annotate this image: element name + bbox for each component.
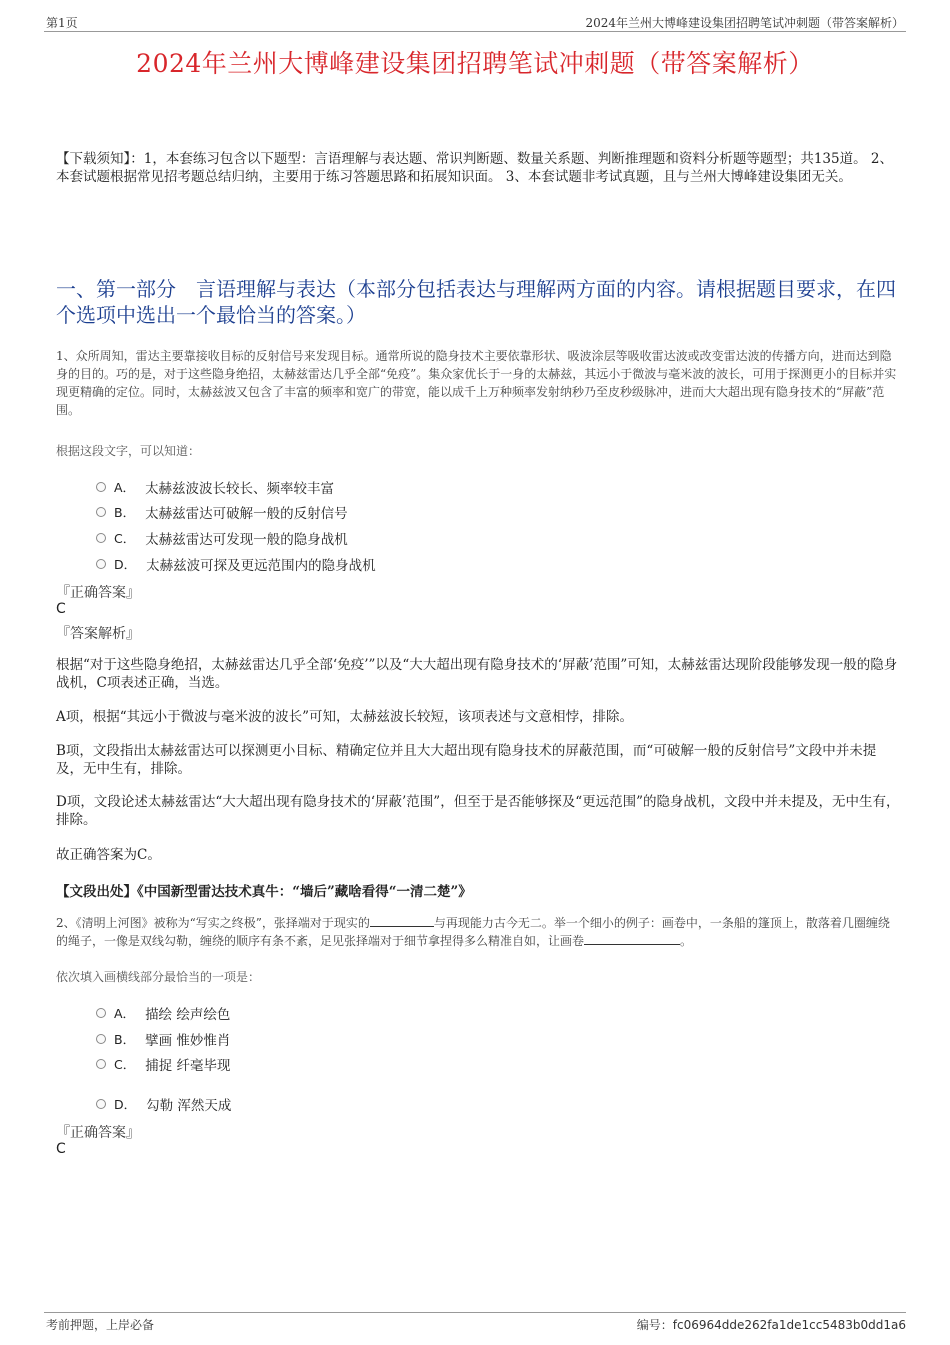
question-1-prompt: 根据这段文字，可以知道： bbox=[56, 444, 201, 458]
option-letter: A． bbox=[114, 1006, 136, 1021]
option-letter: D． bbox=[114, 557, 137, 572]
footer-code-value: fc06964dde262fa1de1cc5483b0dd1a6 bbox=[672, 1318, 906, 1332]
question-1-answer-label: 『正确答案』 bbox=[56, 585, 140, 601]
question-1-option-b[interactable] bbox=[96, 502, 348, 522]
fill-blank bbox=[370, 914, 434, 927]
question-1-option-a[interactable] bbox=[96, 477, 334, 497]
question-2-option-b[interactable] bbox=[96, 1029, 230, 1049]
analysis-paragraph: D项，文段论述太赫兹雷达“大大超出现有隐身技术的‘屏蔽’范围”，但至于是否能够探及“更远范围”的隐身战机，文段中并未提及，无中生有，排除。 bbox=[56, 794, 900, 828]
question-1-option-d[interactable] bbox=[96, 554, 376, 574]
question-1-option-c[interactable] bbox=[96, 528, 348, 548]
radio-icon[interactable] bbox=[96, 1034, 106, 1044]
radio-icon[interactable] bbox=[96, 559, 106, 569]
option-letter: D． bbox=[114, 1097, 137, 1112]
page-number: 第1页 bbox=[46, 16, 78, 30]
question-1-answer: C bbox=[56, 601, 66, 617]
question-2-answer: C bbox=[56, 1141, 66, 1157]
option-letter: C． bbox=[114, 1057, 136, 1072]
question-1-analysis-label: 『答案解析』 bbox=[56, 626, 140, 642]
download-notice: 【下载须知】：1，本套练习包含以下题型：言语理解与表达题、常识判断题、数量关系题、判断推理题和资料分析题等题型；共135道。 2、本套试题根据常见招考题总结归纳，主要用于练习答题思路和拓展知识面。 3、本套试题非考试真题，且与兰州大博峰建设集团无关。 bbox=[56, 151, 893, 185]
radio-icon[interactable] bbox=[96, 1099, 106, 1109]
footer-code-label: 编号： bbox=[636, 1318, 673, 1332]
radio-icon[interactable] bbox=[96, 1059, 106, 1069]
option-text: 捕捉 纤毫毕现 bbox=[145, 1058, 231, 1074]
analysis-paragraph: 根据“对于这些隐身绝招，太赫兹雷达几乎全部‘免疫’”以及“大大超出现有隐身技术的‘屏蔽’范围”可知，太赫兹雷达现阶段能够发现一般的隐身战机，C项表述正确，当选。 bbox=[56, 657, 898, 691]
analysis-paragraph: A项，根据“其远小于微波与毫米波的波长”可知，太赫兹波长较短，该项表述与文意相悖，排除。 bbox=[56, 709, 634, 725]
page-title: 2024年兰州大博峰建设集团招聘笔试冲刺题（带答案解析） bbox=[136, 49, 814, 78]
radio-icon[interactable] bbox=[96, 482, 106, 492]
question-1-stem: 1、众所周知，雷达主要靠接收目标的反射信号来发现目标。通常所说的隐身技术主要依靠形状、吸波涂层等吸收雷达波或改变雷达波的传播方向，进而达到隐身的目的。巧的是，对于这些隐身绝招，太赫兹雷达几乎全部“免疫”。集众家优长于一身的太赫兹，其远小于微波与毫米波的波长，可用于探测更小的目标并实现更精确的定位。同时，太赫兹波又包含了丰富的频率和宽广的带宽，能以成千上万种频率发射纳秒乃至皮秒级脉冲，进而大大超出现有隐身技术的“屏蔽”范围。 bbox=[56, 349, 897, 417]
radio-icon[interactable] bbox=[96, 1008, 106, 1018]
option-letter: A． bbox=[114, 480, 136, 495]
question-2-option-c[interactable] bbox=[96, 1054, 231, 1074]
analysis-paragraph: B项，文段指出太赫兹雷达可以探测更小目标、精确定位并且大大超出现有隐身技术的屏蔽范围，而“可破解一般的反射信号”文段中并未提及，无中生有，排除。 bbox=[56, 743, 877, 777]
question-2-option-a[interactable] bbox=[96, 1003, 230, 1023]
header-divider bbox=[44, 31, 906, 32]
option-letter: B． bbox=[114, 1032, 136, 1047]
stem-part: 与再现能力古今无二。举一个细小的例子：画卷中，一条船的篷顶上，散落着几圈缠绕的绳子，一像是双线勾勒，缠绕的顺序有条不紊，足见张择端对于细节拿捏得多么精准自如，让画卷 bbox=[56, 916, 890, 948]
question-2-option-d[interactable] bbox=[96, 1094, 231, 1114]
option-text: 描绘 绘声绘色 bbox=[145, 1007, 231, 1023]
footer-divider bbox=[44, 1312, 906, 1313]
footer-code bbox=[637, 1316, 906, 1333]
radio-icon[interactable] bbox=[96, 533, 106, 543]
header-doc-title: 2024年兰州大博峰建设集团招聘笔试冲刺题（带答案解析） bbox=[585, 16, 904, 30]
section-heading: 一、第一部分 言语理解与表达（本部分包括表达与理解两方面的内容。请根据题目要求，在四个选项中选出一个最恰当的答案。） bbox=[56, 277, 896, 327]
stem-part: 。 bbox=[680, 934, 693, 948]
option-text: 太赫兹雷达可发现一般的隐身战机 bbox=[145, 532, 348, 548]
option-text: 太赫兹波可探及更远范围内的隐身战机 bbox=[146, 558, 376, 574]
analysis-conclusion: 故正确答案为C。 bbox=[56, 847, 161, 863]
question-2-answer-label: 『正确答案』 bbox=[56, 1125, 140, 1141]
option-text: 擘画 惟妙惟肖 bbox=[145, 1033, 231, 1049]
option-text: 勾勒 浑然天成 bbox=[146, 1098, 232, 1114]
option-text: 太赫兹雷达可破解一般的反射信号 bbox=[145, 506, 348, 522]
option-text: 太赫兹波波长较长、频率较丰富 bbox=[145, 481, 335, 497]
stem-part: 2、《清明上河图》被称为“写实之终极”，张择端对于现实的 bbox=[56, 916, 370, 930]
option-letter: C． bbox=[114, 531, 136, 546]
question-2-stem bbox=[56, 914, 898, 950]
footer-slogan: 考前押题，上岸必备 bbox=[46, 1318, 155, 1332]
radio-icon[interactable] bbox=[96, 507, 106, 517]
question-2-prompt: 依次填入画横线部分最恰当的一项是： bbox=[56, 970, 261, 984]
option-letter: B． bbox=[114, 505, 136, 520]
passage-source: 【文段出处】《中国新型雷达技术真牛：“墙后”藏啥看得“一清二楚”》 bbox=[56, 884, 472, 900]
fill-blank bbox=[584, 932, 680, 945]
